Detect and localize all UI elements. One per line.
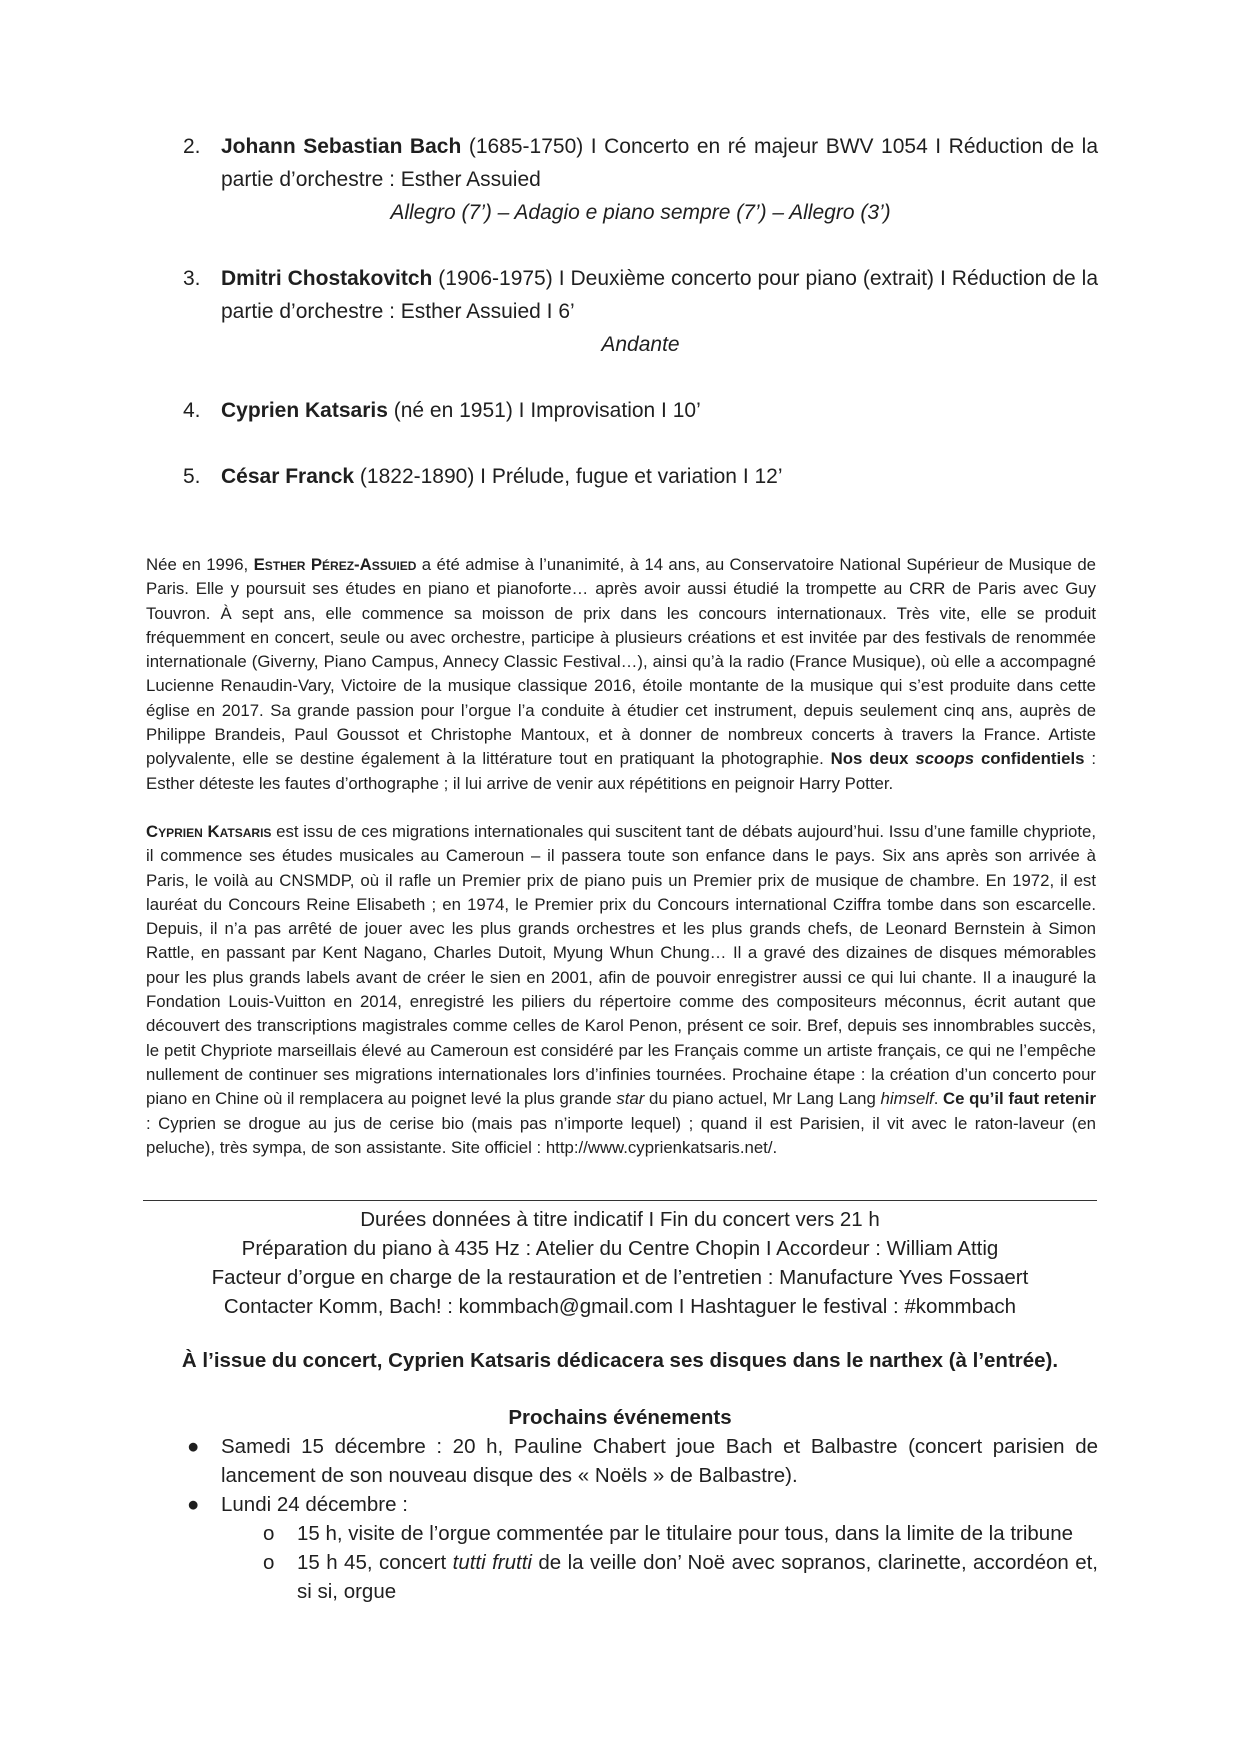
info-line: Contacter Komm, Bach! : kommbach@gmail.com I Hashtaguer le festival : #kommbach bbox=[223, 1295, 1017, 1318]
bio-esther: Née en 1996, Esther Pérez-Assuied a été admise à l’unanimité, à 14 ans, au Conservatoire National Supérieur de Musique de Paris. Elle y poursuit ses études en piano et pianoforte… après avoir aussi étudié la trompette au CRR de Paris avec Guy Touvron. À sept ans, elle commence sa moisson de prix dans les concours internationaux. Très vite, elle se produit fréquemment en concert, seule ou avec orchestre, participe à plusieurs créations et est invitée par des festivals de renommée internationale (Giverny, Piano Campus, Annecy Classic Festival…), ainsi qu’à la radio (France Musique), où elle a accompagné Lucienne Renaudin-Vary, Victoire de la musique classique 2016, étoile montante de la musique qui s’est produite dans cette église en 2017. Sa grande passion pour l’orgue l’a conduite à étudier cet instrument, depuis seulement cinq ans, auprès de Philippe Brandeis, Paul Goussot et Christophe Mantoux, et à donner de nombreux concerts à travers la France. Artiste polyvalente, elle se destine également à la littérature tout en pratiquant la photographie. Nos deux scoops confidentiels : Esther déteste les fautes d’orthographe ; il lui arrive de venir aux répétitions en peignoir Harry Potter. bbox=[146, 555, 1097, 793]
artist-name: Esther Pérez-Assuied bbox=[253, 555, 417, 574]
program-item bbox=[183, 394, 1098, 427]
next-events-title: Prochains événements bbox=[508, 1406, 732, 1429]
composer-name: Johann Sebastian Bach bbox=[221, 135, 462, 158]
practical-info bbox=[143, 1205, 1097, 1321]
movements: Andante bbox=[601, 333, 680, 356]
item-number: 2. bbox=[183, 135, 201, 158]
item-number: 4. bbox=[183, 399, 201, 422]
artist-name: Cyprien Katsaris bbox=[146, 821, 272, 841]
composer-name: César Franck bbox=[221, 465, 355, 488]
program-item bbox=[183, 130, 1098, 196]
sub-event-item: o 15 h 45, concert tutti frutti de la veille don’ Noë avec sopranos, clarinette, accordéon et, si si, orgue bbox=[183, 1548, 1098, 1606]
concert-program bbox=[183, 130, 1098, 493]
info-line: Préparation du piano à 435 Hz : Atelier du Centre Chopin I Accordeur : William Attig bbox=[241, 1237, 999, 1260]
item-number: 3. bbox=[183, 267, 201, 290]
composer-name: Dmitri Chostakovitch bbox=[221, 267, 433, 290]
info-line: Durées données à titre indicatif I Fin du concert vers 21 h bbox=[360, 1208, 880, 1231]
event-item: ● Samedi 15 décembre : 20 h, Pauline Chabert joue Bach et Balbastre (concert parisien de lancement de son nouveau disque des « Noëls » de Balbastre). bbox=[183, 1432, 1098, 1490]
movements: Allegro (7’) – Adagio e piano sempre (7’) – Allegro (3’) bbox=[390, 201, 891, 224]
bio-cyprien: Cyprien Katsaris est issu de ces migrations internationales qui suscitent tant de débats aujourd’hui. Issu d’une famille chypriote, il commence ses études musicales au Cameroun – il passera toute son enfance dans le pays. Six ans après son arrivée à Paris, le voilà au CNSMDP, où il rafle un Premier prix de piano puis un Premier prix de musique de chambre. En 1972, il est lauréat du Concours Reine Elisabeth ; en 1974, le Premier prix du Concours international Cziffra tombe dans son escarcelle. Depuis, il n’a pas arrêté de jouer avec les plus grands orchestres et les plus grands chefs, de Leonard Bernstein à Simon Rattle, en passant par Kent Nagano, Charles Dutoit, Myung Whun Chung… Il a gravé des dizaines de disques mémorables pour les plus grands labels avant de créer le sien en 2001, afin de pouvoir enregistrer aussi ce qui lui chante. Il a inauguré la Fondation Louis-Vuitton en 2014, enregistré les piliers du répertoire comme des compositeurs méconnus, écrit autant que découvert des transcriptions magistrales comme celles de Karol Penon, présent ce soir. Bref, depuis ses innombrables succès, le petit Chypriote marseillais élevé au Cameroun est considéré par les Français comme un artiste français, ce qui ne l’empêche nullement de continuer ses migrations internationales lors d’infinies tournées. Prochaine étape : la création d’un concerto pour piano en Chine où il remplacera au poignet levé la plus grande star du piano actuel, Mr Lang Lang himself. Ce qu’il faut retenir : Cyprien se drogue au jus de cerise bio (mais pas n’importe lequel) ; quand il est Parisien, il vit avec le raton-laveur (en peluche), très sympa, de son assistante. Site officiel : http://www.cyprienkatsaris.net/. bbox=[146, 821, 1096, 1157]
work-details: (1685-1750) I Concerto en ré majeur BWV 1054 I Réduction de la partie d’orchestre : Esther Assuied bbox=[221, 135, 1098, 191]
circle-bullet-icon: o bbox=[263, 1522, 275, 1545]
sub-event-item: o 15 h, visite de l’orgue commentée par le titulaire pour tous, dans la limite de la tribune bbox=[183, 1519, 1098, 1548]
bullet-icon: ● bbox=[187, 1435, 200, 1458]
work-details: (1822-1890) I Prélude, fugue et variation I 12’ bbox=[354, 465, 783, 488]
program-item bbox=[183, 460, 1098, 493]
item-number: 5. bbox=[183, 465, 201, 488]
divider bbox=[143, 1200, 1097, 1201]
info-line: Facteur d’orgue en charge de la restauration et de l’entretien : Manufacture Yves Fossaert bbox=[211, 1266, 1029, 1289]
program-item bbox=[183, 262, 1098, 328]
work-details: (né en 1951) I Improvisation I 10’ bbox=[387, 399, 701, 422]
signing-notice: À l’issue du concert, Cyprien Katsaris dédicacera ses disques dans le narthex (à l’entrée). bbox=[181, 1349, 1059, 1372]
circle-bullet-icon: o bbox=[263, 1551, 275, 1574]
artist-biographies bbox=[146, 553, 1096, 1160]
composer-name: Cyprien Katsaris bbox=[221, 399, 388, 422]
next-events-list bbox=[183, 1432, 1098, 1606]
work-details: (1906-1975) I Deuxième concerto pour piano (extrait) I Réduction de la partie d’orchestre : Esther Assuied I 6’ bbox=[221, 267, 1099, 323]
bullet-icon: ● bbox=[187, 1493, 200, 1516]
event-item: ● Lundi 24 décembre : bbox=[183, 1490, 1098, 1519]
